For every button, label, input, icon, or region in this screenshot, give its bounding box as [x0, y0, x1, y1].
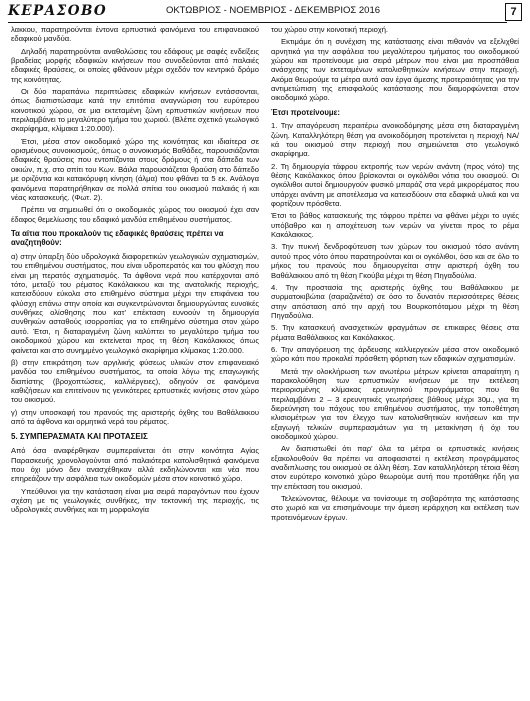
list-item: 1. Την απαγόρευση περαιτέρω ανοικοδόμησης μέσα στη διαταραγμένη ζώνη. Καταλληλότερη θέση για ανοικοδόμηση προτείνεται η περιοχή ΝΑ/κά του οικισμού στην περιοχή που σημειώνεται στο γεωλογικό σκαρίφημα. [271, 121, 519, 159]
header-rule [8, 22, 507, 23]
paragraph: Μετά την ολοκλήρωση των ανωτέρω μέτρων κρίνεται απαραίτητη η παρακολούθηση των ερπυστικών κινήσεων με την εκτέλεση περιορισμένης κλίμακας ερευνητικού προγράμματος που θα περιλαμβάνει 2 – 3 ερευνητικές γεωτρήσεις βάθους μέχρι 30μ., για τη διερεύνηση του πάχους του επιθημένου συστήματος, την τοποθέτηση κλισιομέτρων για τον έλεγχο των κατολισθητικών κινήσεων και την εξαγωγή τελικών συμπερασμάτων για τη μετακίνηση ή όχι του οικοδομικού χώρου. [271, 366, 519, 441]
list-item: 4. Την προστασία της αριστερής όχθης του Βαθάλακκου με συρματοκιβώτια (σαραζανέτα) σε όσο το δυνατόν περισσότερες θέσεις στην απόσταση από την αρχή του Βουρκοπόταμου μέχρι τη θέση Πηγαδούλια. [271, 282, 519, 320]
paragraph: Έτσι, μέσα στον οικοδομικό χώρο της κοινότητας και ιδιαίτερα σε ορισμένους συνοικισμούς, όπως ο συνοικισμός Βαθάδες, παρουσιάζονται εδαφικές θραύσεις που εντοπίζονται στους δρόμους ή στα δάπεδα των οικιών, π.χ. στο σπίτι του Κων. Βάιλα παρουσιάζεται θραύση στο δάπεδο με οριζόντια και κατακόρυφη κίνηση (άλμα) που φθάνει τα 5 εκ. Ανάλογα φαινόμενα παρατηρήθηκαν σε πολλά σπίτια του οικισμού παλαιάς ή και νέας κατασκευής. (Φωτ. 2). [11, 136, 259, 202]
paragraph: Υπεύθυνοι για την κατάσταση είναι μια σειρά παραγόντων που έχουν σχέση με τις γεωλογικές συνθήκες, την τεκτονική της περιοχής, τις υδρολογικές συνθήκες και τη μορφολογία [11, 486, 259, 515]
paragraph: Αν διαπιστωθεί ότι παρ' όλα τα μέτρα οι ερπυστικές κινήσεις εξακολουθούν θα πρέπει να αποφασιστεί η εκτέλεση προγράμματος αναδιπλωσης του οικισμού σε άλλη θέση. Σαν καταλληλότερη τέτοια θέση στον ευρύτερο κοινοτικό χώρο θεωρούμε αυτή που προτάθηκε ήδη για την επέκταση του οικισμού. [271, 444, 519, 491]
paragraph: Πρέπει να σημειωθεί ότι ο οικοδομικός χώρος του οικισμού έχει σαν έδαφος θεμελίωσης του εδαφικό μανδύα επιθημένου συστήματος. [11, 205, 259, 224]
masthead-title: ΚΕΡΑΣΟΒΟ [8, 3, 108, 19]
list-item: Έτσι το βάθος κατασκευής της τάφρου πρέπει να φθάνει μέχρι το υγιές υπόβαθρο και η αποχέτευση των νερών να γίνεται προς το ρέμα Κακόλακκος. [271, 211, 519, 240]
paragraph: λακκου, παρατηρούνται έντονα ερπυστικά φαινόμενα του επιφανειακού εδαφικού μανδύα. [11, 25, 259, 44]
paragraph: β) στην επικράτηση των αργιλικής φύσεως υλικών στον επιφανειακό μανδύα του επιθημένου συστήματος, τα οποία λόγω της επαγωγικής διαπίστης (βροχοπτώσεις, καλλιέργειες), οδηγούν σε φαινόμενα καθιζήσεων και επιτείνουν τις γενικότερες ερπυστικές κινήσεις στον χώρο του οικισμού. [11, 357, 259, 405]
proposals-list [271, 121, 519, 363]
paragraph: α) στην ύπαρξη δύο υδρολογικά διαφορετικών γεωλογικών σχηματισμών, του επιθημένου συστήματος, που είναι υδροπερατός και του φλύσχη που είναι μη περατός σχηματισμός. Τα άφθονα νερά που κατέρχονται από τότο, μεταξύ του ρέματος Κακόλακκου και της ανατολικής περιοχής, κατεισδύουν εύκολα στο επιθημένο σύστημα μέχρι την επιφάνεια του φλύσχη επάνω στην οποία και συγκεντρώνονται δημιουργώντας ευνοϊκές συνθήκες ολίσθησης που κατ' επέκταση ευνοούν τη δημιουργία συνθηκών ασταθούς ισορροπίας για το επιθημένο σύστημα στον χώρο αυτό. Έτσι, η διαταραγμένη ζώνη καλύπτει το μεγαλύτερο τμήμα του οικοδομικού χώρου και εκτείνεται προς τη θέση Κακόλακκος όπως φαίνεται και στο συνημμένο γεωλογικό σκαρίφημα κλίμακας 1:20.000. [11, 252, 259, 355]
list-item: 3. Την πυκνή δενδροφύτευση των χώρων του οικισμού τόσο ανάντη αυτού προς νότο όπου παρατηρούνται και οι ογκόλιθοι, όσο και σε όλο το μήκος του πρανούς που δημιουργείται στην αριστερή όχθη του Βαθάλακκου από τη θέση Γκούβα μέχρι τη θέση Πηγαδούλια. [271, 242, 519, 280]
paragraph: Από όσα αναφέρθηκαν συμπεραίνεται ότι στην κοινότητα Αγίας Παρασκευής χρονολογούνται από παλαιότερα κατολισθητικά φαινόμενα που όχι μόνο δεν ανασχέθηκαν αλλά εκδηλώνονται και νέα που επηρεάζουν την ασφάλεια των οικοδομών μέσα στον κοινοτικό χώρο. [11, 446, 259, 484]
paragraph: Εκτιμάμε ότι η συνέχιση της κατάστασης είναι πιθανόν να εξελιχθεί αρνητικά για την ασφάλεια του μεγαλύτερου τμήματος του οικοδομικού χώρου και προτείνουμε μια σειρά μέτρων που είναι μια προσπάθεια ανάσχεσης των εκτεταμένων κατολισθητικών κινήσεων στην περιοχή. Ακόμα θεωρούμε τα μέτρα αυτά σαν έργα άμεσης προτεραιότητας για την αντιμετώπιση της επισφαλούς κατάστασης που διαμορφώνεται στον οικοδομικό χώρο. [271, 37, 519, 103]
left-column [11, 25, 259, 697]
list-item: 5. Την κατασκευή ανασχετικών φραγμάτων σε επικαιρες θέσεις στα ρέματα Βαθάλακκος και Κακόλακκος. [271, 323, 519, 342]
list-item: 6. Την απαγόρευση της άρδευσης καλλιεργειών μέσα στον οικοδομικό χώρο κάτι που προκαλεί πρόσθετη φόρτιση των εδαφικών σχηματισμών. [271, 344, 519, 364]
causes-subheading: Τα αίτια που προκαλούν τις εδαφικές θραύσεις πρέπει να αναζητηθούν: [11, 228, 224, 248]
paragraph: Οι δύο παραπάνω περιπτώσεις εδαφικών κινήσεων εντάσσονται, όπως διαπιστώσαμε κατά την επιτόπια αναγνώριση του ευρύτερου κοινοτικού χώρου, σε μια εκτεταμένη ζώνη ερπυστικών κινήσεων που περιλαμβάνει το μεγαλύτερο τμήμα του χωριού. (Βλέπε σχετικό γεωλογικό σκαρίφημα, κλίμακα 1:20.000). [11, 87, 259, 134]
issue-date: ΟΚΤΩΒΡΙΟΣ - ΝΟΕΜΒΡΙΟΣ - ΔΕΚΕΜΒΡΙΟΣ 2016 [165, 5, 381, 16]
paragraph: Τελειώνοντας, θέλουμε να τονίσουμε τη σοβαρότητα της κατάστασης στο χωριό και να επισημάνουμε την άμεση ιεράρχηση και εκτέλεση των προτεινόμενων έργων. [271, 494, 519, 522]
right-column [271, 25, 519, 697]
page-header [8, 3, 522, 21]
section-heading: 5. ΣΥΜΠΕΡΑΣΜΑΤΑ ΚΑΙ ΠΡΟΤΑΣΕΙΣ [11, 432, 148, 442]
paragraph: γ) στην υποσκαφή του πρανούς της αριστερής όχθης του Βαθάλακκου από τα άφθονα και ορμητικά νερά του ρέματος. [11, 407, 259, 426]
proposals-heading: Έτσι προτείνουμε: [271, 107, 340, 117]
list-item: 2. Τη δημιουργία τάφρου εκτροπής των νερών ανάντη (προς νότο) της θέσης Κακόλακκος όπου βρίσκονται οι ογκόλιθοι νότια του οικισμού. Οι ογκόλιθοι αυτοί δημιουργούν φυσικό μπαράζ στα νερά μικρορέματος που υπάρχει ανάντη με αποτέλεσμα να κατεισδύουν στα εδαφικά υλικά και να φορτίζουν πρόσθετα. [271, 161, 519, 209]
paragraph: του χώρου στην κοινοτική περιοχή. [271, 25, 389, 34]
paragraph: Δηλαδή παρατηρούνται αναθολώσεις του εδάφους με σαφές ενδείξεις βραδείας μορφής εδαφικών κινήσεων που συνοδεύονται από παλαιές εδαφικές θραύσεις, οι οποίες φθάνουν μέχρι σχεδόν τον κεντρικό δρόμο της κοινότητας. [11, 46, 259, 84]
page-number: 7 [505, 3, 522, 21]
